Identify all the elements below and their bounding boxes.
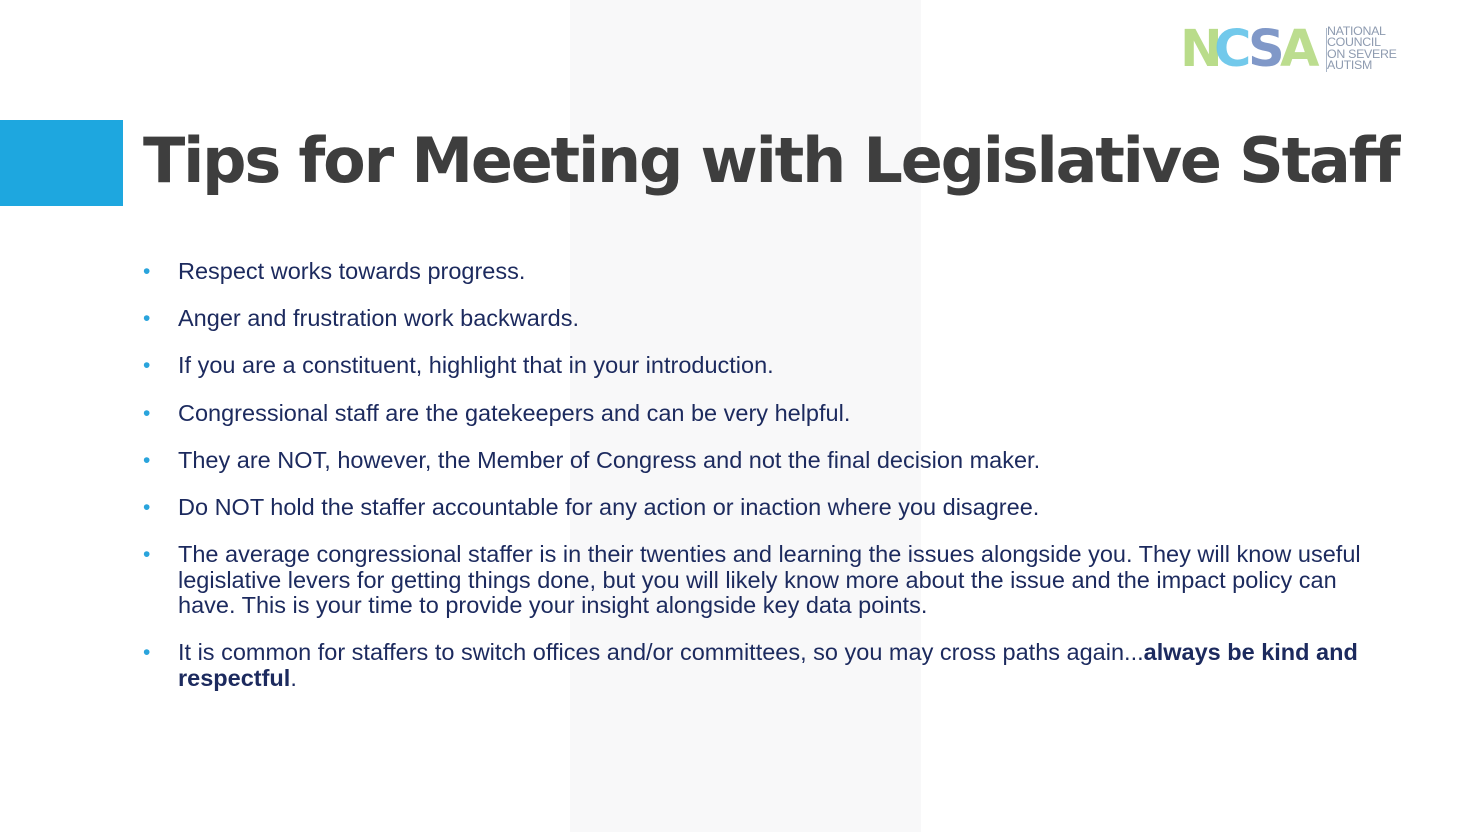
bullet-text: It is common for staffers to switch offices and/or committees, so you may cross paths again... <box>178 639 1144 666</box>
bullet-marker: • <box>143 448 151 472</box>
bullet-text: Respect works towards progress. <box>178 258 526 284</box>
bullet-marker: • <box>143 495 151 519</box>
ncsa-logo <box>1180 20 1420 79</box>
logo-letter-n: N <box>1180 20 1223 79</box>
bullet-item <box>143 401 1393 427</box>
logo-line: AUTISM <box>1327 58 1373 73</box>
logo-line: COUNCIL <box>1327 35 1381 50</box>
bullet-item <box>143 353 1393 379</box>
bullet-item <box>143 495 1393 521</box>
bullet-item <box>143 542 1393 619</box>
bullet-text: If you are a constituent, highlight that in your introduction. <box>178 352 774 379</box>
bullet-emphasis: always be kind and respectful <box>178 639 1358 691</box>
logo-letter-a: A <box>1280 20 1320 79</box>
bullet-text: Anger and frustration work backwards. <box>178 305 579 332</box>
logo-organization-name <box>1327 26 1417 72</box>
bullet-item <box>143 259 1393 285</box>
bullet-marker: • <box>143 641 151 665</box>
title-accent-block <box>0 120 123 206</box>
slide-title: Tips for Meeting with Legislative Staff <box>143 124 1399 197</box>
bullet-marker: • <box>143 401 151 425</box>
bullet-marker: • <box>143 543 151 567</box>
bullet-item <box>143 448 1393 474</box>
bullet-text: The average congressional staffer is in their twenties and learning the issues alongside you. They will know useful legislative levers for getting things done, but you will likely know more about the issue and the impact policy can have. This is your time to provide your insight alongside key data points. <box>178 541 1361 619</box>
logo-letters <box>1180 20 1320 79</box>
bullet-text: Congressional staff are the gatekeepers and can be very helpful. <box>178 399 851 426</box>
tips-bullet-list <box>143 259 1393 713</box>
logo-letter-s: S <box>1248 20 1285 79</box>
logo-letter-c: C <box>1214 20 1252 79</box>
logo-line: NATIONAL <box>1327 24 1386 38</box>
bullet-text: They are NOT, however, the Member of Congress and not the final decision maker. <box>178 446 1041 473</box>
bullet-marker: • <box>143 354 151 378</box>
logo-line: ON SEVERE <box>1327 46 1397 61</box>
bullet-marker: • <box>143 307 151 331</box>
bullet-end-punctuation: . <box>290 664 297 691</box>
bullet-item <box>143 640 1393 691</box>
bullet-marker: • <box>143 260 151 283</box>
bullet-item <box>143 306 1393 332</box>
bullet-text: Do NOT hold the staffer accountable for any action or inaction where you disagree. <box>178 493 1040 520</box>
